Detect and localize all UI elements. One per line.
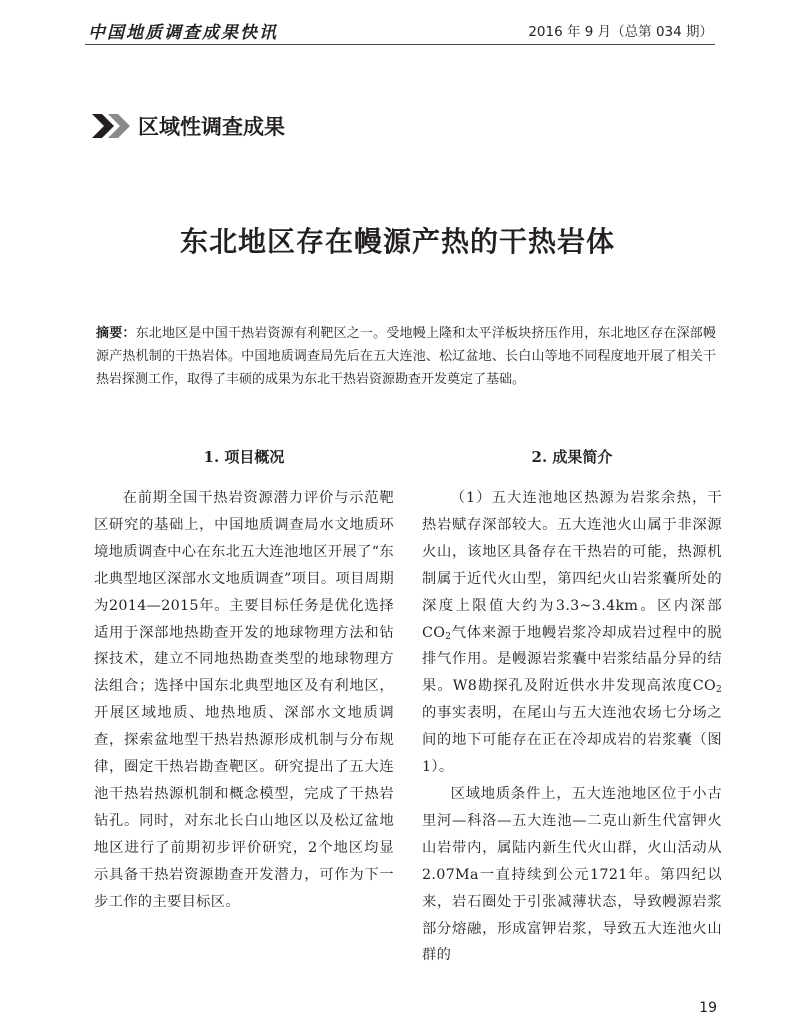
section-label: 区域性调查成果 bbox=[138, 114, 285, 139]
issue-date: 2016 年 9 月（总第 034 期） bbox=[528, 24, 713, 40]
header-divider bbox=[85, 44, 715, 45]
left-column-heading: 1. 项目概况 bbox=[203, 448, 285, 466]
page-number: 19 bbox=[699, 1000, 717, 1016]
left-column bbox=[94, 446, 394, 916]
right-column bbox=[422, 446, 722, 969]
publication-name: 中国地质调查成果快讯 bbox=[88, 23, 278, 43]
double-chevron-icon bbox=[90, 111, 132, 141]
abstract-text: 东北地区是中国干热岩资源有利靶区之一。受地幔上隆和太平洋板块挤压作用，东北地区存在深部幔源产热机制的干热岩体。中国地质调查局先后在五大连池、松辽盆地、长白山等地不同程度地开展了相关干热岩探测工作，取得了丰硕的成果为东北干热岩资源勘查开发奠定了基础。 bbox=[96, 326, 716, 387]
p1-text-a: （1）五大连池地区热源为岩浆余热，干热岩赋存深部较大。五大连池火山属于非深源火山，该地区具备存在干热岩的可能，热源机制属于近代火山型，第四纪火山岩浆囊所处的深度上限值大约为3.3~3.4km。区内深部CO bbox=[422, 490, 722, 641]
right-column-paragraph-1 bbox=[422, 485, 722, 781]
section-tag bbox=[90, 108, 285, 144]
p1-text-c: 的事实表明，在尾山与五大连池农场七分场之间的地下可能存在正在冷却成岩的岩浆囊（图1）。 bbox=[422, 705, 722, 776]
co2-subscript: 2 bbox=[445, 631, 452, 642]
article-title: 东北地区存在幔源产热的干热岩体 bbox=[179, 225, 615, 258]
left-column-paragraph: 在前期全国干热岩资源潜力评价与示范靶区研究的基础上，中国地质调查局水文地质环境地质调查中心在东北五大连池地区开展了“东北典型地区深部水文地质调查”项目。项目周期为2014—2015年。主要目标任务是优化选择适用于深部地热勘查开发的地球物理方法和钻探技术，建立不同地热勘查类型的地球物理方法组合；选择中国东北典型地区及有利地区，开展区域地质、地热地质、深部水文地质调查，探索盆地型干热岩热源形成机制与分布规律，圈定干热岩勘查靶区。研究提出了五大连池干热岩热源机制和概念模型，完成了干热岩钻孔。同时，对东北长白山地区以及松辽盆地地区进行了前期初步评价研究，2个地区均显示具备干热岩资源勘查开发潜力，可作为下一步工作的主要目标区。 bbox=[94, 490, 394, 910]
co2-subscript: 2 bbox=[715, 685, 722, 696]
right-column-heading: 2. 成果简介 bbox=[531, 448, 613, 466]
p1-text-b: 气体来源于地幔岩浆冷却成岩过程中的脱排气作用。是幔源岩浆囊中岩浆结晶分异的结果。W8勘探孔及附近供水井发现高浓度CO bbox=[422, 624, 722, 695]
abstract bbox=[96, 322, 716, 391]
right-column-paragraph-2: 区域地质条件上，五大连池地区位于小古里河—科洛—五大连池—二克山新生代富钾火山岩带内，属陆内新生代火山群，火山活动从2.07Ma一直持续到公元1721年。第四纪以来，岩石圈处于引张减薄状态，导致幔源岩浆部分熔融，形成富钾岩浆，导致五大连池火山群的 bbox=[422, 785, 722, 964]
page-header bbox=[0, 0, 795, 46]
abstract-label: 摘要： bbox=[96, 326, 136, 341]
